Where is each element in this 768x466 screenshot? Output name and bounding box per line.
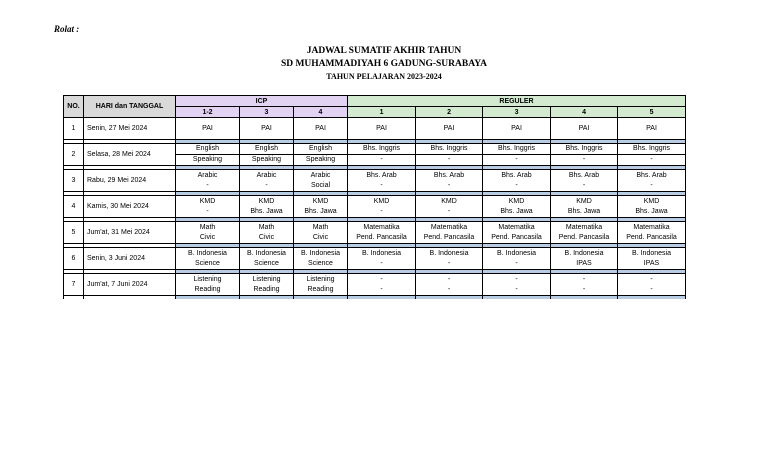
subject-primary: PAI [578,124,590,132]
subject-primary: Bhs. Arab [501,171,532,179]
subject-primary: KMD [508,197,525,205]
subject-primary: PAI [261,124,272,132]
subject-secondary: Science [195,259,220,267]
subject-primary: Arabic [256,171,277,179]
table-row [64,170,686,192]
subject-primary: B. Indonesia [429,249,469,257]
subject-secondary: - [265,181,268,189]
header-reg-col: 2 [416,107,483,118]
subject-secondary: Science [254,259,279,267]
row-date: Senin, 3 Juni 2024 [84,248,176,270]
subject-primary: Matematika [430,223,468,231]
subject-cell [483,196,551,218]
school-name: SD MUHAMMADIYAH 6 GADUNG-SURABAYA [280,59,488,69]
subject-cell [240,144,294,166]
subject-primary: - [515,275,518,283]
subject-secondary: Reading [253,285,280,293]
subject-cell [348,222,416,244]
subject-cell [348,248,416,270]
header-hari-tanggal: HARI dan TANGGAL [84,96,176,118]
subject-secondary: - [515,181,518,189]
page-title: JADWAL SUMATIF AKHIR TAHUN [306,46,462,56]
subject-cell [618,196,686,218]
subject-cell [483,222,551,244]
subject-cell [551,222,618,244]
row-number: 2 [64,144,84,166]
subject-cell [551,274,618,296]
subject-primary: Matematika [565,223,603,231]
subject-cell [551,248,618,270]
table-row [64,274,686,296]
subject-cell [294,196,348,218]
subject-cell [240,222,294,244]
subject-primary: B. Indonesia [301,249,340,257]
row-date: Jum'at, 31 Mei 2024 [84,222,176,244]
subject-cell [416,118,483,140]
table-row [64,118,686,140]
row-number: 6 [64,248,84,270]
subject-primary: Bhs. Arab [366,171,397,179]
subject-primary: Bhs. Arab [636,171,667,179]
subject-cell [416,274,483,296]
header-no: NO. [64,96,84,118]
subject-primary: PAI [646,124,657,132]
subject-cell [618,248,686,270]
subject-cell [416,248,483,270]
subject-primary: PAI [443,124,455,132]
subject-secondary: - [515,285,518,293]
subject-cell [294,222,348,244]
header-reg-col: 5 [618,107,686,118]
subject-cell [240,170,294,192]
academic-year: TAHUN PELAJARAN 2023-2024 [326,72,442,81]
subject-secondary: - [380,285,383,293]
subject-primary: Bhs. Arab [568,171,600,179]
subject-secondary: - [582,181,586,189]
subject-primary: Bhs. Inggris [551,144,617,155]
table-row [64,248,686,270]
subject-primary: Arabic [310,171,331,179]
subject-secondary: Pend. Pancasila [423,233,475,241]
subject-cell [483,274,551,296]
subject-secondary: - [447,285,451,293]
subject-cell [551,144,618,166]
header-reg-col: 1 [348,107,416,118]
subject-secondary: Civic [312,233,329,241]
subject-primary: B. Indonesia [362,249,401,257]
subject-secondary: Social [310,181,331,189]
subject-cell [176,222,240,244]
subject-cell [618,222,686,244]
subject-primary: Bhs. Inggris [348,144,415,155]
subject-secondary: Reading [194,285,221,293]
header-reguler: REGULER [348,96,686,107]
subject-primary: PAI [376,124,387,132]
subject-secondary: Civic [258,233,275,241]
note-label: Rolat : [54,24,80,34]
header-reg-col: 3 [483,107,551,118]
subject-secondary: - [380,156,383,163]
table-row [64,196,686,218]
subject-cell [348,196,416,218]
subject-primary: PAI [315,124,326,132]
table-row [64,222,686,244]
subject-cell [294,274,348,296]
subject-cell [294,144,348,166]
table-row [64,144,686,166]
subject-primary: Math [312,223,329,231]
subject-primary: KMD [643,197,660,205]
subject-secondary: - [447,207,451,215]
subject-cell [551,118,618,140]
header-icp-col: 4 [294,107,348,118]
subject-primary: B. Indonesia [632,249,671,257]
subject-cell [618,144,686,166]
subject-cell [294,248,348,270]
subject-primary: English [176,144,239,155]
subject-primary: KMD [373,197,390,205]
subject-cell [240,248,294,270]
row-date: Kamis, 30 Mei 2024 [84,196,176,218]
subject-primary: KMD [258,197,275,205]
subject-cell [483,248,551,270]
subject-cell [294,170,348,192]
subject-secondary: - [650,181,653,189]
row-number: 7 [64,274,84,296]
subject-secondary: Pend. Pancasila [356,233,407,241]
subject-primary: English [294,144,347,155]
subject-secondary: Speaking [305,156,336,163]
subject-cell [348,274,416,296]
subject-secondary: IPAS [643,259,660,267]
subject-cell [176,248,240,270]
header-icp-col: 1-2 [176,107,240,118]
subject-secondary: - [582,156,586,163]
subject-secondary: - [582,285,586,293]
subject-primary: - [380,275,383,283]
subject-cell [176,196,240,218]
subject-cell [416,170,483,192]
subject-primary: Math [199,223,216,231]
subject-secondary: Civic [199,233,216,241]
subject-secondary: Bhs. Jawa [567,207,601,215]
row-date: Selasa, 28 Mei 2024 [84,144,176,166]
subject-cell [348,170,416,192]
subject-secondary: Bhs. Jawa [304,207,337,215]
subject-primary: Math [258,223,275,231]
subject-cell [348,144,416,166]
subject-primary: KMD [199,197,216,205]
subject-secondary: - [447,181,451,189]
subject-primary: - [650,275,653,283]
subject-primary: Listening [252,275,281,283]
subject-primary: Listening [193,275,222,283]
subject-cell [551,170,618,192]
subject-cell [416,222,483,244]
subject-cell [176,118,240,140]
subject-secondary: - [650,156,653,163]
subject-cell [483,170,551,192]
subject-primary: Matematika [363,223,400,231]
subject-cell [240,196,294,218]
row-number: 4 [64,196,84,218]
subject-secondary: Bhs. Jawa [250,207,283,215]
subject-secondary: Pend. Pancasila [558,233,610,241]
subject-secondary: - [206,207,209,215]
row-number: 1 [64,118,84,140]
subject-primary: Matematika [633,223,670,231]
subject-primary: KMD [441,197,457,205]
subject-primary: B. Indonesia [564,249,604,257]
row-separator [64,296,686,300]
subject-primary: Bhs. Inggris [416,144,482,155]
subject-secondary: Bhs. Jawa [500,207,533,215]
subject-secondary: - [515,259,518,267]
subject-primary: PAI [202,124,213,132]
subject-secondary: - [650,285,653,293]
subject-primary: Matematika [498,223,535,231]
subject-cell [483,144,551,166]
subject-secondary: - [380,259,383,267]
subject-cell [294,118,348,140]
subject-primary: - [447,275,451,283]
row-date: Senin, 27 Mei 2024 [84,118,176,140]
subject-secondary: Bhs. Jawa [635,207,668,215]
header-icp-col: 3 [240,107,294,118]
header-reg-col: 4 [551,107,618,118]
schedule-table [63,95,686,299]
subject-primary: PAI [511,124,522,132]
subject-primary: English [240,144,293,155]
subject-secondary: Pend. Pancasila [491,233,542,241]
subject-primary: Arabic [197,171,218,179]
subject-secondary: - [380,207,383,215]
header-icp: ICP [176,96,348,107]
subject-cell [176,170,240,192]
subject-secondary: Reading [307,285,334,293]
subject-primary: Bhs. Inggris [483,144,550,155]
subject-cell [348,118,416,140]
subject-cell [618,118,686,140]
subject-secondary: - [447,259,451,267]
subject-cell [618,170,686,192]
subject-primary: Bhs. Arab [433,171,465,179]
subject-cell [551,196,618,218]
subject-secondary: Speaking [192,156,223,163]
subject-secondary: Speaking [251,156,282,163]
subject-secondary: - [380,181,383,189]
subject-secondary: - [515,156,518,163]
subject-cell [416,144,483,166]
subject-cell [483,118,551,140]
subject-primary: Listening [306,275,335,283]
subject-secondary: Science [308,259,333,267]
subject-primary: B. Indonesia [497,249,536,257]
subject-secondary: - [447,156,451,163]
subject-primary: KMD [312,197,329,205]
subject-primary: KMD [576,197,592,205]
subject-cell [240,274,294,296]
row-number: 3 [64,170,84,192]
row-number: 5 [64,222,84,244]
row-date: Jum'at, 7 Juni 2024 [84,274,176,296]
subject-cell [176,274,240,296]
subject-cell [176,144,240,166]
row-date: Rabu, 29 Mei 2024 [84,170,176,192]
subject-secondary: - [206,181,209,189]
subject-secondary: Pend. Pancasila [626,233,677,241]
subject-primary: Bhs. Inggris [618,144,685,155]
subject-primary: - [582,275,586,283]
subject-primary: B. Indonesia [247,249,286,257]
subject-secondary: IPAS [576,259,592,267]
subject-cell [618,274,686,296]
subject-cell [240,118,294,140]
subject-cell [416,196,483,218]
subject-primary: B. Indonesia [188,249,227,257]
